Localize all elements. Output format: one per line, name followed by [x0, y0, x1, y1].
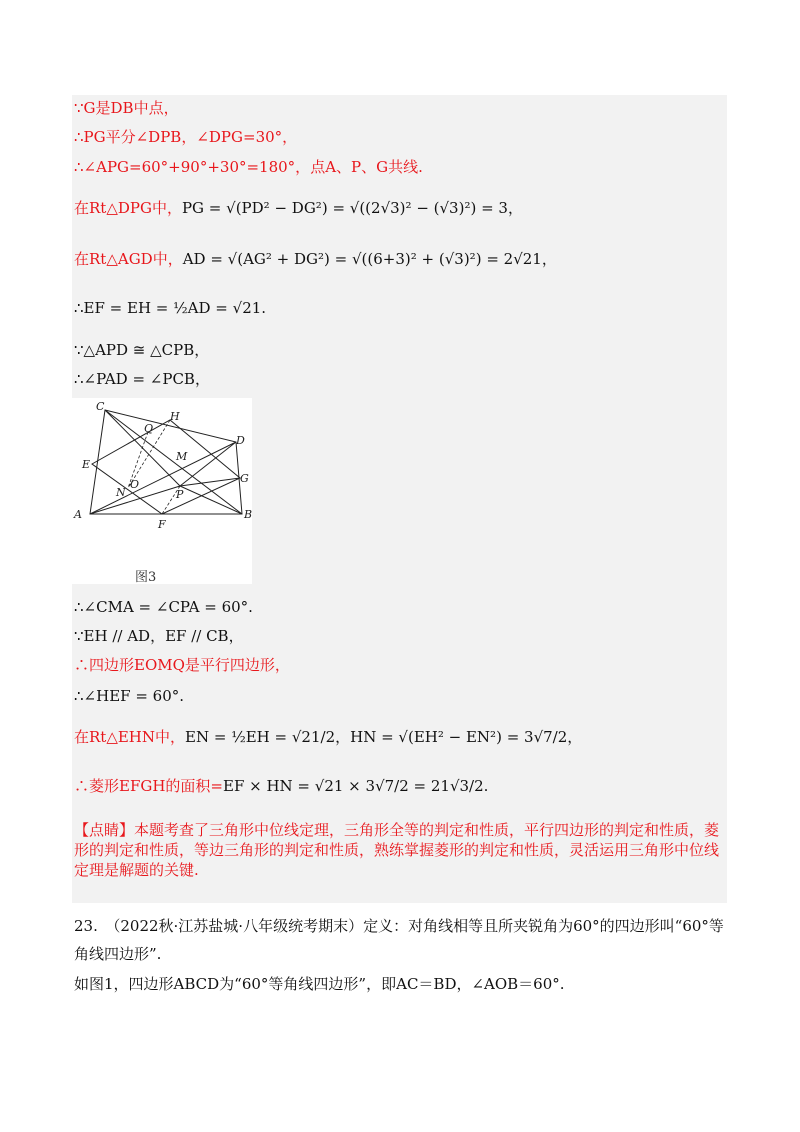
step-collinear-angle: ∴∠APG=60°+90°+30°=180°， [74, 158, 311, 176]
label-p: P [176, 488, 184, 501]
comment-note: 【点睛】本题考查了三角形中位线定理，三角形全等的判定和性质，平行四边形的判定和性质，菱形的判定和性质，等边三角形的判定和性质，熟练掌握菱形的判定和性质，灵活运用三角形中位线定理是解题的关键. [74, 821, 720, 879]
step-area [74, 776, 488, 796]
step-angle-pad: ∴∠PAD = ∠PCB， [74, 370, 210, 388]
step-pg-length [74, 198, 523, 218]
label-d: D [236, 434, 245, 447]
label-q: Q [144, 422, 154, 435]
label-f: F [158, 518, 166, 531]
rhombus-efgh [92, 420, 240, 514]
label-m: M [176, 450, 188, 463]
label-b: B [244, 508, 252, 521]
step-hn-formula: EN = ½EH = √21/2，HN = √(EH² − EN²) = 3√7/2， [185, 728, 583, 746]
step-collinear-conclusion: 点A、P、G共线. [310, 158, 423, 176]
label-g: G [240, 472, 249, 485]
label-n: N [116, 486, 126, 499]
step-g-midpoint: ∵G是DB中点， [74, 99, 179, 117]
step-ad-length [74, 249, 557, 269]
step-hn-context: 在Rt△EHN中， [74, 728, 186, 746]
question-definition: 23. （2022秋·江苏盐城·八年级统考期末）定义：对角线相等且所夹锐角为60°的四边形叫“60°等角线四边形”. [74, 917, 724, 963]
step-pg-context: 在Rt△DPG中， [74, 199, 182, 217]
question-figure1: 如图1，四边形ABCD为“60°等角线四边形”，即AC＝BD，∠AOB＝60°. [74, 975, 565, 993]
label-o: O [130, 478, 140, 491]
step-ad-formula: AD = √(AG² + DG²) = √((6+3)² + (√3)²) = 2√21， [182, 250, 557, 268]
step-area-label: ∴菱形EFGH的面积= [74, 777, 223, 795]
step-angle-hef: ∴∠HEF = 60°. [74, 687, 185, 705]
step-hn-length [74, 727, 582, 747]
step-parallelogram: ∴四边形EOMQ是平行四边形， [74, 656, 290, 674]
step-parallel: ∵EH // AD，EF // CB， [74, 627, 244, 645]
step-area-formula: EF × HN = √21 × 3√7/2 = 21√3/2. [223, 777, 489, 795]
geometry-figure [72, 398, 252, 584]
figure-caption: 图3 [135, 570, 157, 585]
step-ef-eh: ∴EF = EH = ½AD = √21. [74, 299, 267, 317]
label-h: H [170, 410, 180, 423]
step-ad-context: 在Rt△AGD中， [74, 250, 183, 268]
step-angle-cma: ∴∠CMA = ∠CPA = 60°. [74, 598, 253, 616]
step-pg-bisects: ∴PG平分∠DPB，∠DPG=30°， [74, 128, 298, 146]
label-e: E [82, 458, 91, 471]
step-collinear [74, 157, 423, 177]
quadrilateral-abcd [90, 410, 242, 514]
step-pg-formula: PG = √(PD² − DG²) = √((2√3)² − (√3)²) = 3， [181, 199, 523, 217]
geometry-diagram [72, 398, 252, 584]
label-c: C [96, 400, 105, 413]
label-a: A [74, 508, 82, 521]
step-congruent: ∵△APD ≅ △CPB， [74, 341, 210, 359]
